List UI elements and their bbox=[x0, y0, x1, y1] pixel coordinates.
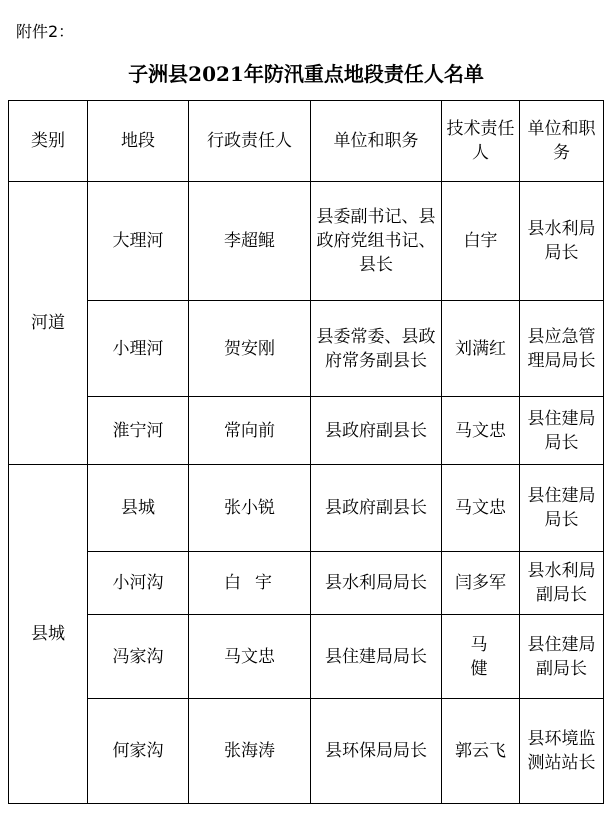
location-cell: 大理河 bbox=[88, 182, 189, 301]
admin-person-cell: 马文忠 bbox=[189, 615, 311, 699]
tech-unit-cell: 县水利局副局长 bbox=[520, 552, 604, 615]
category-cell: 县城 bbox=[9, 465, 88, 804]
admin-unit-cell: 县委常委、县政府常务副县长 bbox=[311, 301, 442, 397]
location-cell: 小河沟 bbox=[88, 552, 189, 615]
admin-person-cell: 常向前 bbox=[189, 397, 311, 465]
header-row bbox=[9, 101, 604, 182]
tech-person-cell: 马健 bbox=[442, 615, 520, 699]
tech-unit-cell: 县应急管理局局长 bbox=[520, 301, 604, 397]
table-row bbox=[9, 465, 604, 552]
admin-unit-cell: 县政府副县长 bbox=[311, 397, 442, 465]
admin-unit-cell: 县委副书记、县政府党组书记、县长 bbox=[311, 182, 442, 301]
tech-unit-cell: 县住建局局长 bbox=[520, 465, 604, 552]
table-row bbox=[9, 552, 604, 615]
table-row bbox=[9, 397, 604, 465]
tech-unit-cell: 县水利局局长 bbox=[520, 182, 604, 301]
header-category: 类别 bbox=[9, 101, 88, 182]
admin-person-cell: 白宇 bbox=[189, 552, 311, 615]
admin-person-cell: 贺安刚 bbox=[189, 301, 311, 397]
table-row bbox=[9, 182, 604, 301]
admin-person-cell: 张小锐 bbox=[189, 465, 311, 552]
location-cell: 何家沟 bbox=[88, 699, 189, 804]
admin-person-cell: 李超鲲 bbox=[189, 182, 311, 301]
tech-person-cell: 刘满红 bbox=[442, 301, 520, 397]
tech-unit-cell: 县住建局副局长 bbox=[520, 615, 604, 699]
admin-unit-cell: 县环保局局长 bbox=[311, 699, 442, 804]
location-cell: 县城 bbox=[88, 465, 189, 552]
header-tech-unit: 单位和职务 bbox=[520, 101, 604, 182]
attachment-label: 附件2： bbox=[16, 22, 75, 41]
location-cell: 冯家沟 bbox=[88, 615, 189, 699]
header-admin-person: 行政责任人 bbox=[189, 101, 311, 182]
tech-person-cell: 郭云飞 bbox=[442, 699, 520, 804]
document-title: 子洲县2021年防汛重点地段责任人名单 bbox=[128, 62, 484, 86]
responsibility-table bbox=[8, 100, 604, 804]
table-row bbox=[9, 301, 604, 397]
admin-person-cell: 张海涛 bbox=[189, 699, 311, 804]
table-row bbox=[9, 615, 604, 699]
tech-person-cell: 闫多军 bbox=[442, 552, 520, 615]
header-admin-unit: 单位和职务 bbox=[311, 101, 442, 182]
tech-person-cell: 白宇 bbox=[442, 182, 520, 301]
tech-unit-cell: 县住建局局长 bbox=[520, 397, 604, 465]
location-cell: 小理河 bbox=[88, 301, 189, 397]
table-row bbox=[9, 699, 604, 804]
admin-unit-cell: 县政府副县长 bbox=[311, 465, 442, 552]
header-tech-person: 技术责任人 bbox=[442, 101, 520, 182]
tech-unit-cell: 县环境监测站站长 bbox=[520, 699, 604, 804]
admin-unit-cell: 县水利局局长 bbox=[311, 552, 442, 615]
tech-person-cell: 马文忠 bbox=[442, 397, 520, 465]
category-cell: 河道 bbox=[9, 182, 88, 465]
tech-person-cell: 马文忠 bbox=[442, 465, 520, 552]
header-location: 地段 bbox=[88, 101, 189, 182]
location-cell: 淮宁河 bbox=[88, 397, 189, 465]
admin-unit-cell: 县住建局局长 bbox=[311, 615, 442, 699]
